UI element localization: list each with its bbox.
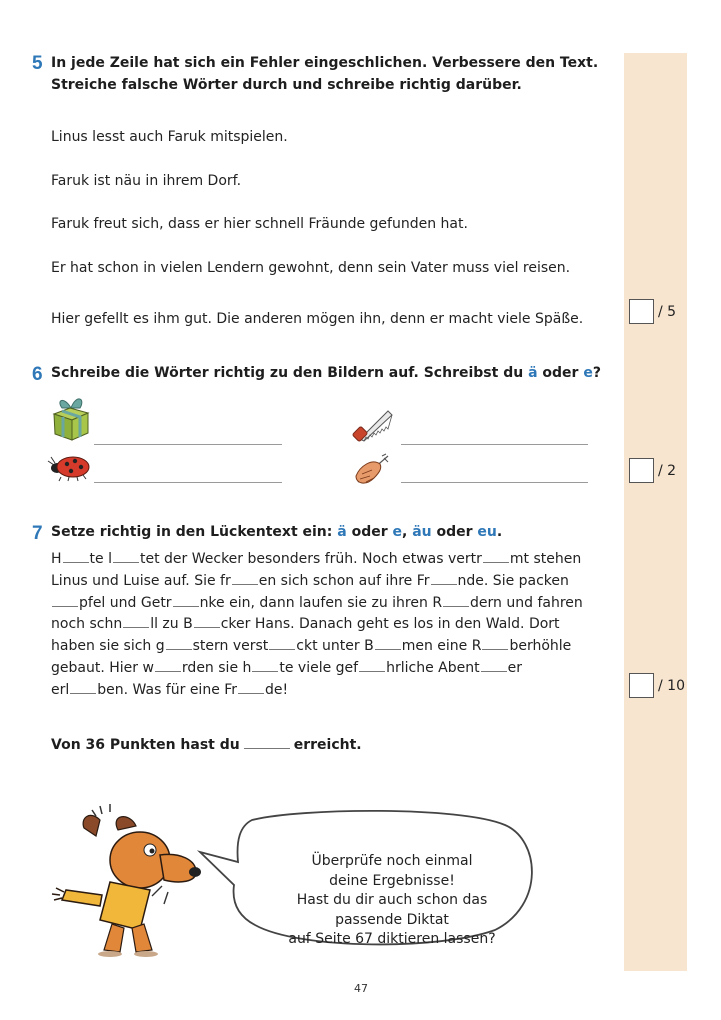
task-7-option-ae: ä xyxy=(337,524,347,540)
cloze-segment: de! xyxy=(265,681,289,698)
cloze-gap[interactable] xyxy=(123,627,149,628)
points-summary-before: Von 36 Punkten hast du xyxy=(51,737,240,753)
points-summary xyxy=(51,737,362,753)
task-7-number: 7 xyxy=(32,523,43,544)
cloze-gap[interactable] xyxy=(166,649,192,650)
task-5-sentence-5: Hier gefellt es ihm gut. Die anderen mögen ihn, denn er macht viele Späße. xyxy=(51,311,584,327)
cloze-gap[interactable] xyxy=(70,693,96,694)
cloze-line xyxy=(51,614,621,636)
cloze-segment: gebaut. Hier w xyxy=(51,659,154,676)
page-number: 47 xyxy=(354,982,368,995)
task-6-instruction-suffix: ? xyxy=(592,365,601,381)
ladybug-icon xyxy=(45,451,95,483)
cloze-segment: pfel und Getr xyxy=(79,594,172,611)
cloze-segment: tet der Wecker besonders früh. Noch etwas vertr xyxy=(139,551,482,567)
cloze-gap[interactable] xyxy=(483,562,509,563)
cloze-line xyxy=(51,571,621,593)
cloze-segment: haben sie sich g xyxy=(51,638,165,655)
cloze-segment: nke ein, dann laufen sie zu ihren R xyxy=(199,594,443,611)
cloze-segment: mt stehen xyxy=(509,551,582,567)
answer-line-feather[interactable] xyxy=(401,482,588,483)
saw-icon xyxy=(352,405,394,443)
cloze-segment: ckt unter B xyxy=(296,638,374,655)
speech-bubble-text xyxy=(262,852,522,950)
cloze-gap[interactable] xyxy=(194,627,220,628)
task-6-score-box[interactable] xyxy=(629,458,654,483)
points-blank[interactable] xyxy=(244,748,290,749)
cloze-gap[interactable] xyxy=(431,584,457,585)
task-7-instruction-suffix: . xyxy=(496,524,503,540)
task-5-instruction-line2: Streiche falsche Wörter durch und schreibe richtig darüber. xyxy=(51,77,522,93)
cloze-gap[interactable] xyxy=(443,606,469,607)
task-5-sentence-2: Faruk ist näu in ihrem Dorf. xyxy=(51,173,242,189)
cloze-segment: stern verst xyxy=(192,638,269,655)
task-6-letter-e: e xyxy=(583,365,593,381)
answer-line-ladybug[interactable] xyxy=(94,482,282,483)
cloze-gap[interactable] xyxy=(481,671,507,672)
cloze-segment: H xyxy=(51,551,62,567)
cloze-line xyxy=(51,636,621,658)
cloze-gap[interactable] xyxy=(52,606,78,607)
task-7-sep-1: oder xyxy=(346,524,393,540)
answer-line-gift[interactable] xyxy=(94,444,282,445)
cloze-segment: ll zu B xyxy=(150,616,193,633)
task-5-instruction xyxy=(51,52,598,96)
task-7-instruction-prefix: Setze richtig in den Lückentext ein: xyxy=(51,524,338,540)
cloze-gap[interactable] xyxy=(269,649,295,650)
task-6-instruction xyxy=(51,362,601,384)
cloze-segment: dern und fahren xyxy=(470,594,583,611)
cloze-text xyxy=(51,549,621,702)
speech-bubble-line-1: Überprüfe noch einmal xyxy=(311,853,473,869)
task-6-letter-ae: ä xyxy=(528,365,538,381)
task-7-option-aeu: äu xyxy=(412,524,432,540)
cloze-gap[interactable] xyxy=(173,606,199,607)
cloze-line xyxy=(51,593,621,615)
task-6-instruction-prefix: Schreibe die Wörter richtig zu den Bildern auf. Schreibst du xyxy=(51,365,529,381)
task-5-score-box[interactable] xyxy=(629,299,654,324)
task-5-sentence-4: Er hat schon in vielen Lendern gewohnt, denn sein Vater muss viel reisen. xyxy=(51,260,571,276)
task-5-number: 5 xyxy=(32,53,43,74)
dog-mascot-icon xyxy=(52,804,201,957)
cloze-segment: erl xyxy=(51,681,70,698)
task-5-sentence-3: Faruk freut sich, dass er hier schnell Fräunde gefunden hat. xyxy=(51,216,468,232)
cloze-gap[interactable] xyxy=(238,693,264,694)
cloze-gap[interactable] xyxy=(113,562,139,563)
task-7-score-label: / 10 xyxy=(658,677,685,694)
cloze-gap[interactable] xyxy=(375,649,401,650)
feather-icon xyxy=(352,452,394,488)
task-5-sentence-1: Linus lesst auch Faruk mitspielen. xyxy=(51,129,288,145)
answer-line-saw[interactable] xyxy=(401,444,588,445)
task-6-score xyxy=(629,458,676,483)
task-7-sep-2: , xyxy=(402,524,413,540)
cloze-gap[interactable] xyxy=(482,649,508,650)
cloze-segment: berhöhle xyxy=(509,638,572,655)
task-7-sep-3: oder xyxy=(431,524,478,540)
cloze-gap[interactable] xyxy=(232,584,258,585)
task-6-score-label: / 2 xyxy=(658,462,677,479)
cloze-segment: Linus und Luise auf. Sie fr xyxy=(51,572,231,589)
cloze-line xyxy=(51,549,621,571)
cloze-segment: hrliche Abent xyxy=(386,659,480,676)
task-5-score-label: / 5 xyxy=(658,303,677,320)
cloze-segment: nde. Sie packen xyxy=(457,572,569,589)
score-sidebar xyxy=(624,53,687,971)
cloze-gap[interactable] xyxy=(155,671,181,672)
cloze-segment: er xyxy=(507,659,522,676)
task-7-option-eu: eu xyxy=(477,524,497,540)
cloze-segment: ben. Was für eine Fr xyxy=(97,681,238,698)
cloze-segment: cker Hans. Danach geht es los in den Wald. Dort xyxy=(220,616,560,633)
cloze-segment: rden sie h xyxy=(181,659,252,676)
task-6-instruction-mid: oder xyxy=(537,365,584,381)
task-7-score-box[interactable] xyxy=(629,673,654,698)
cloze-segment: noch schn xyxy=(51,616,123,633)
cloze-line xyxy=(51,680,621,702)
points-summary-after: erreicht. xyxy=(293,737,362,753)
cloze-segment: te l xyxy=(89,551,112,567)
task-7-score xyxy=(629,673,685,698)
cloze-gap[interactable] xyxy=(359,671,385,672)
cloze-line xyxy=(51,658,621,680)
cloze-gap[interactable] xyxy=(63,562,89,563)
cloze-segment: en sich schon auf ihre Fr xyxy=(258,572,430,589)
task-6-number: 6 xyxy=(32,364,43,385)
gift-package-icon xyxy=(50,394,92,444)
task-5-score xyxy=(629,299,676,324)
cloze-segment: men eine R xyxy=(401,638,482,655)
task-7-instruction xyxy=(51,521,502,543)
speech-bubble-line-4: auf Seite 67 diktieren lassen? xyxy=(288,931,496,947)
cloze-segment: te viele gef xyxy=(279,659,359,676)
task-7-option-e: e xyxy=(392,524,402,540)
task-5-instruction-line1: In jede Zeile hat sich ein Fehler eingeschlichen. Verbessere den Text. xyxy=(51,55,599,71)
speech-bubble-line-3: Hast du dir auch schon das passende Diktat xyxy=(296,892,488,928)
speech-bubble-line-2: deine Ergebnisse! xyxy=(329,872,455,889)
cloze-gap[interactable] xyxy=(252,671,278,672)
